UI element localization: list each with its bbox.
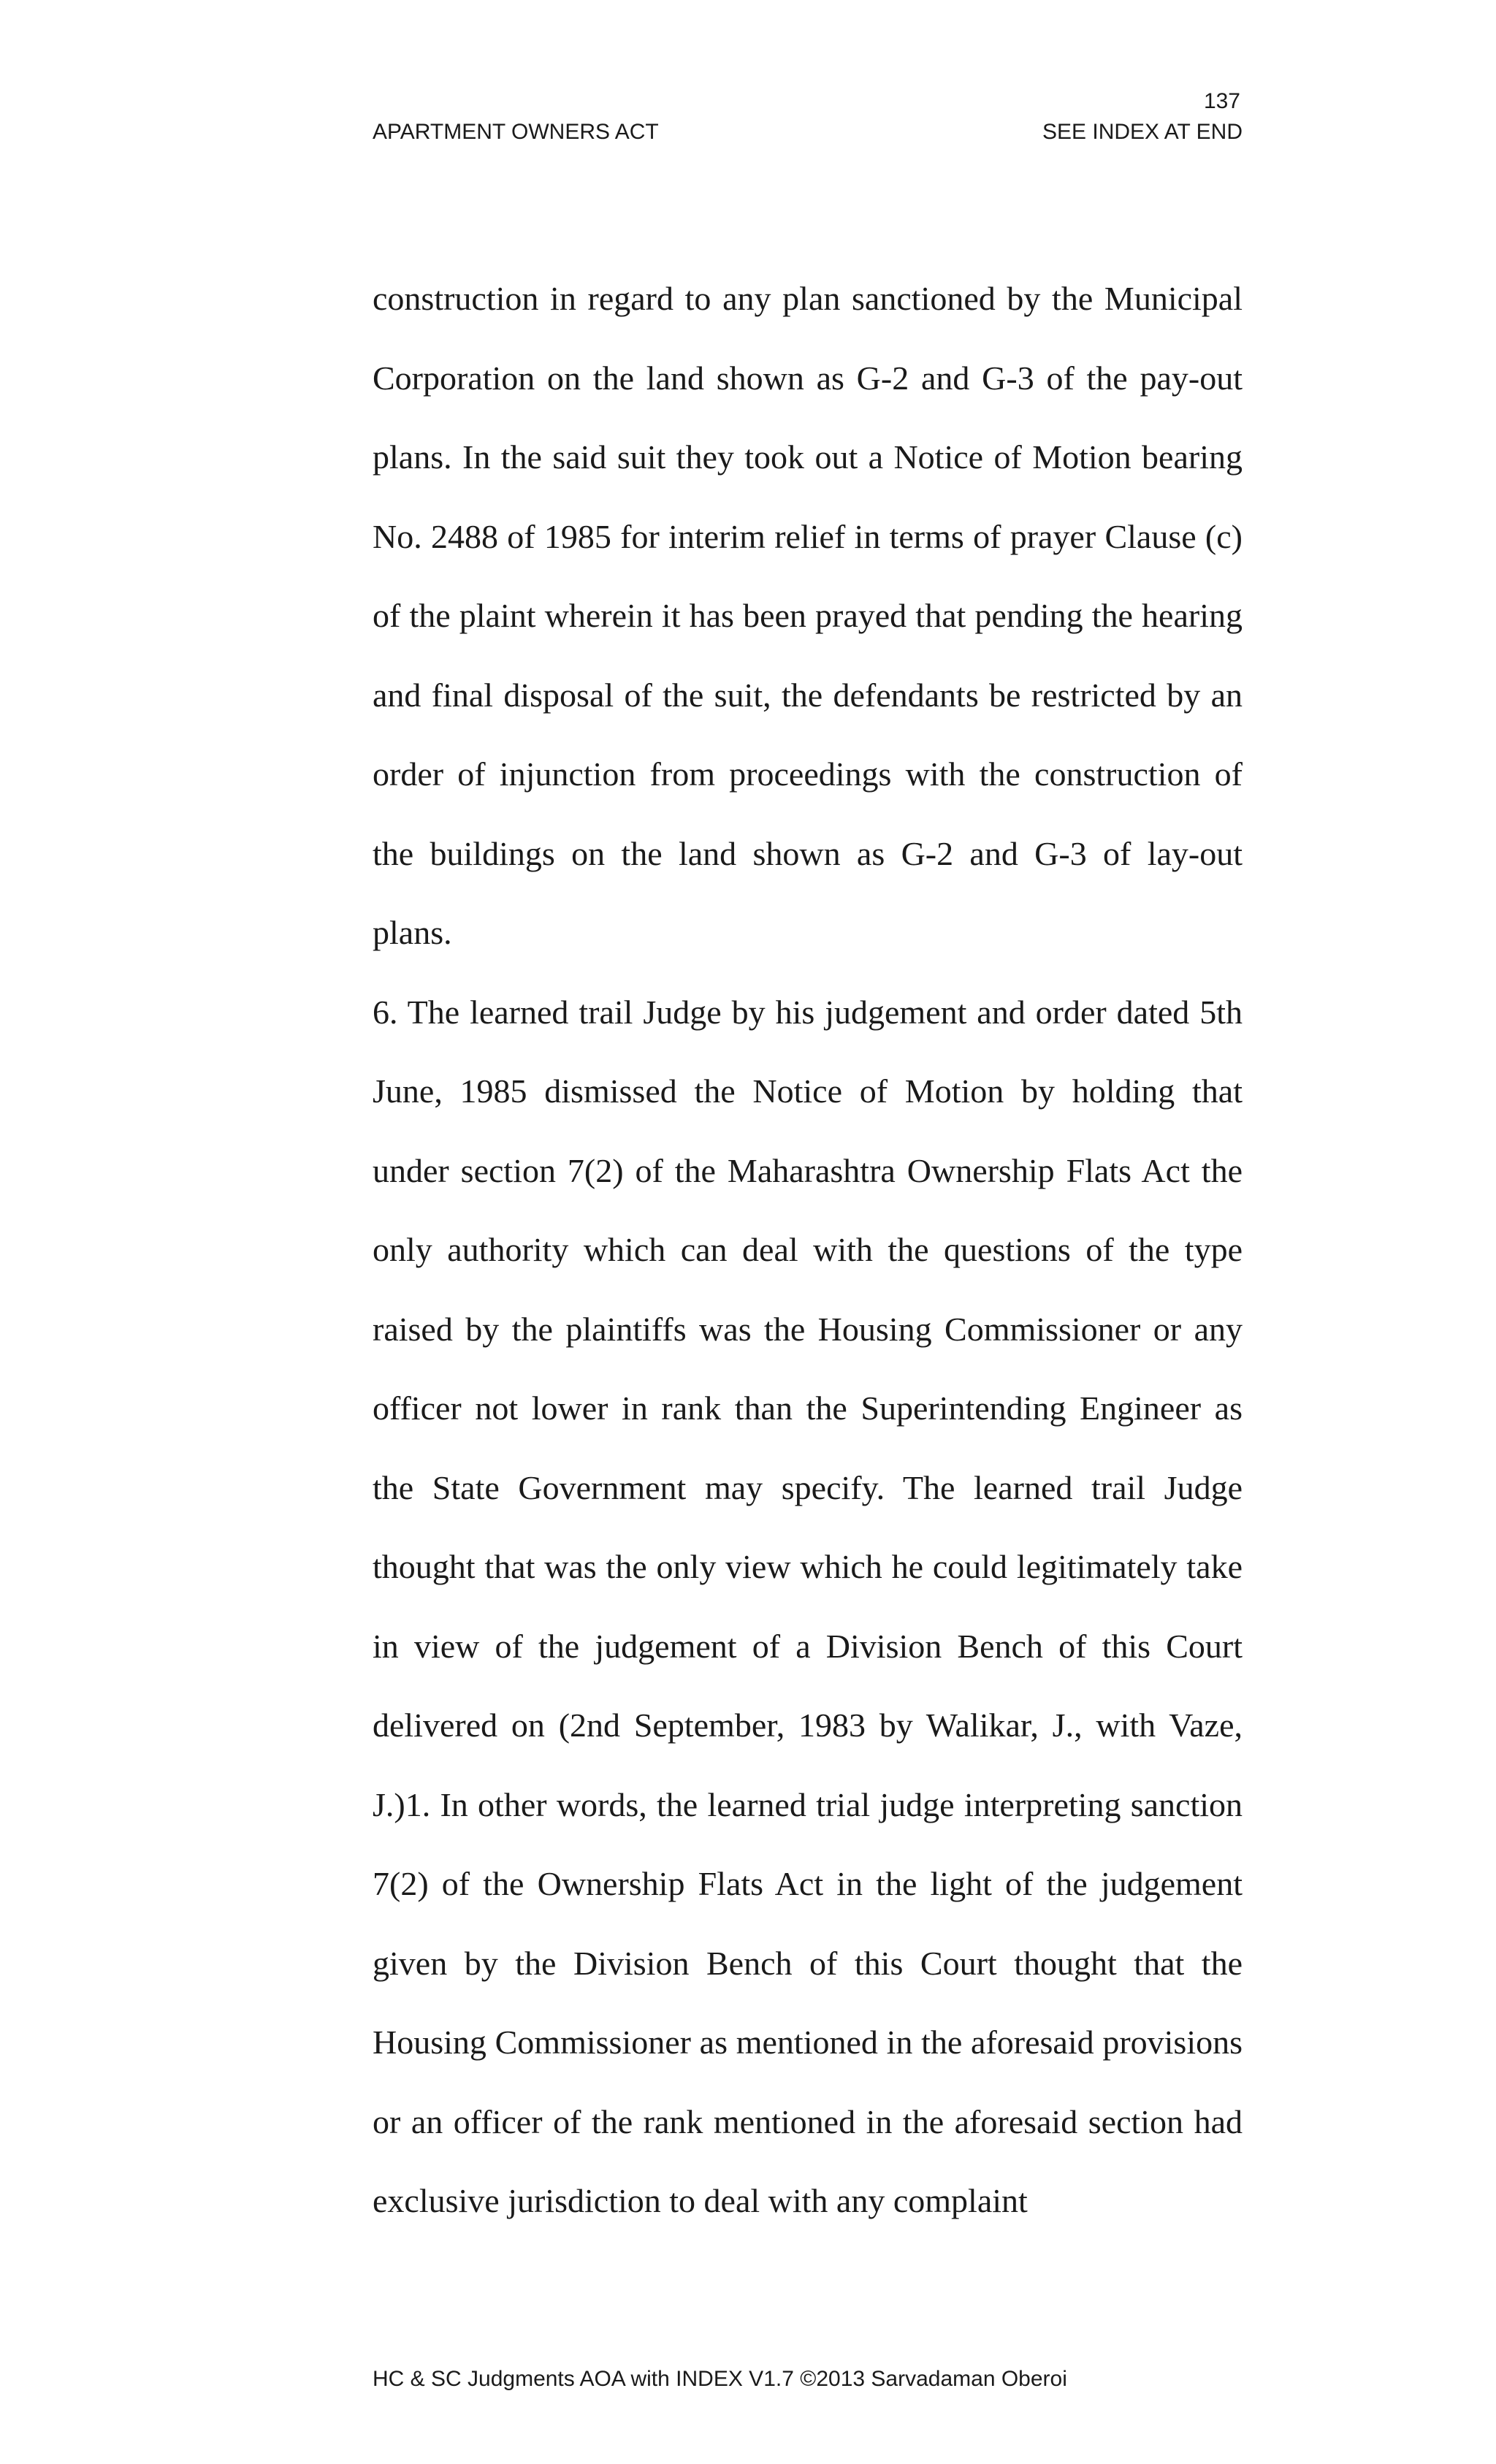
document-body bbox=[373, 259, 1243, 2241]
page-footer: HC & SC Judgments AOA with INDEX V1.7 ©2013 Sarvadaman Oberoi bbox=[373, 2367, 1067, 2391]
header-index-note: SEE INDEX AT END bbox=[1042, 120, 1243, 144]
page-number: 137 bbox=[1203, 89, 1240, 113]
paragraph: construction in regard to any plan sanctioned by the Municipal Corporation on the land shown as G-2 and G-3 of the pay-out plans. In the said suit they took out a Notice of Motion bearing No. 2488 of 1985 for interim relief in terms of prayer Clause (c) of the plaint wherein it has been prayed that pending the hearing and final disposal of the suit, the defendants be restricted by an order of injunction from proceedings with the construction of the buildings on the land shown as G-2 and G-3 of lay-out plans. bbox=[373, 280, 1243, 951]
header-title: APARTMENT OWNERS ACT bbox=[373, 120, 659, 144]
paragraph: 6. The learned trail Judge by his judgement and order dated 5th June, 1985 dismissed the Notice of Motion by holding that under section 7(2) of the Maharashtra Ownership Flats Act the only authority which can deal with the questions of the type raised by the plaintiffs was the Housing Commissioner or any officer not lower in rank than the Superintending Engineer as the State Government may specify. The learned trail Judge thought that was the only view which he could legitimately take in view of the judgement of a Division Bench of this Court delivered on (2nd September, 1983 by Walikar, J., with Vaze, J.)1. In other words, the learned trial judge interpreting sanction 7(2) of the Ownership Flats Act in the light of the judgement given by the Division Bench of this Court thought that the Housing Commissioner as mentioned in the aforesaid provisions or an officer of the rank mentioned in the aforesaid section had exclusive jurisdiction to deal with any complaint bbox=[373, 993, 1243, 2219]
running-header bbox=[373, 120, 1243, 145]
